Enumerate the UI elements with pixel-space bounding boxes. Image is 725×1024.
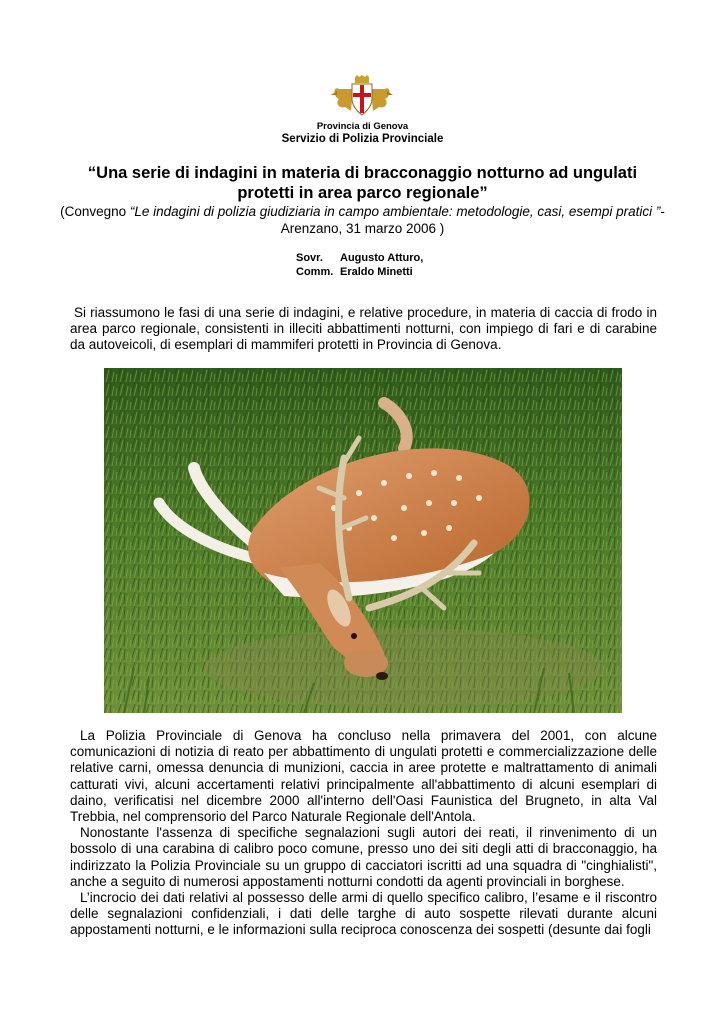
conference-prefix: (Convegno bbox=[60, 204, 127, 219]
author-name: Eraldo Minetti bbox=[340, 266, 413, 278]
conference-suffix: - Arenzano, 31 marzo 2006 ) bbox=[280, 204, 665, 236]
author-role: Sovr. bbox=[296, 252, 323, 264]
dead-fallow-deer-photo bbox=[104, 368, 622, 713]
body-paragraph: Nonostante l'assenza di specifiche segnalazioni sugli autori dei reati, il rinvenimento di un bossolo di una carabina di calibro poco comune, presso uno dei siti degli atti di bracconaggio, ha indirizzato la Polizia Provinciale su un gruppo di cacciatori iscritti ad una squadra di "cinghialisti", anche a seguito di numerosi appostamenti notturni condotti da agenti provinciali in borghese. bbox=[70, 825, 657, 889]
provincia-genova-coat-of-arms-icon bbox=[331, 75, 393, 119]
author-line bbox=[296, 251, 423, 265]
author-role: Comm. bbox=[296, 266, 334, 278]
document-title: “Una serie di indagini in materia di bracconaggio notturno ad ungulati protetti in area parco regionale” bbox=[87, 164, 638, 202]
intro-paragraph: Si riassumono le fasi di una serie di indagini, e relative procedure, in materia di caccia di frodo in area parco regionale, consistenti in illeciti abbattimenti notturni, con impiego di fari e di carabine da autoveicoli, di esemplari di mammiferi protetti in Provincia di Genova. bbox=[70, 305, 657, 353]
author-line bbox=[296, 265, 423, 279]
body-text bbox=[70, 728, 657, 939]
body-paragraph: La Polizia Provinciale di Genova ha concluso nella primavera del 2001, con alcune comunicazioni di notizia di reato per abbattimento di ungulati protetti e commercializzazione delle relative carni, omessa denuncia di munizioni, caccia in aree protette e maltrattamento di animali catturati vivi, alcuni accertamenti relativi principalmente all'abbattimento di alcuni esemplari di daino, verificatisi nel dicembre 2000 all'interno dell'Oasi Faunistica del Brugneto, in alta Val Trebbia, nel comprensorio del Parco Naturale Regionale dell'Antola. bbox=[70, 728, 657, 825]
conference-reference bbox=[60, 203, 665, 237]
organization-name: Provincia di Genova bbox=[316, 121, 409, 132]
conference-title: “Le indagini di polizia giudiziaria in campo ambientale: metodologie, casi, esempi pratici ” bbox=[129, 204, 661, 219]
author-name: Augusto Atturo, bbox=[340, 252, 424, 264]
body-paragraph: L’incrocio dei dati relativi al possesso delle armi di quello specifico calibro, l’esame e il riscontro delle segnalazioni confidenziali, i dati delle targhe di auto sospette rilevati durante alcuni appostamenti notturni, e le informazioni sulla reciproca conoscenza dei sospetti (desunte dai fogli bbox=[70, 890, 657, 938]
service-name: Servizio di Polizia Provinciale bbox=[281, 133, 444, 145]
authors bbox=[296, 251, 423, 279]
